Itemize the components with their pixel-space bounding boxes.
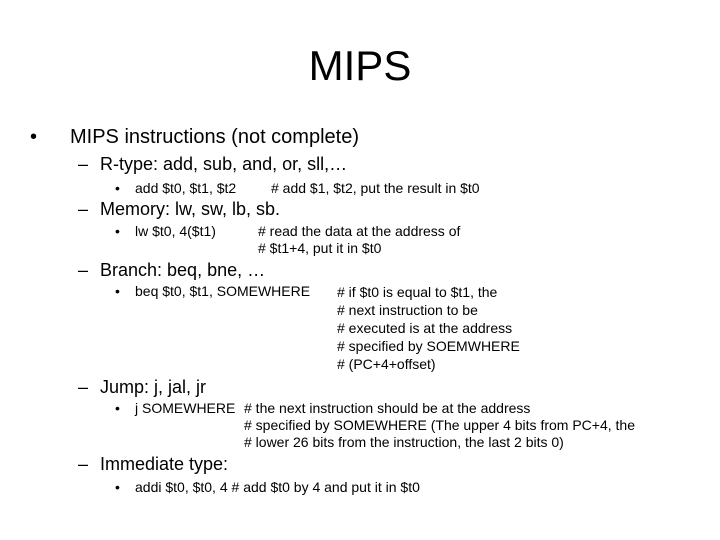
intro-item	[30, 126, 359, 149]
jump-heading-text: Jump: j, jal, jr	[100, 377, 207, 397]
branch-comment	[337, 283, 520, 373]
memory-comment	[258, 223, 460, 257]
memory-heading	[78, 199, 280, 220]
jump-comment-line: # specified by SOMEWHERE (The upper 4 bits from PC+4, the	[244, 417, 635, 433]
rtype-heading-text: R-type: add, sub, and, or, sll,…	[100, 154, 348, 174]
memory-example-text: lw $t0, 4($t1)	[135, 223, 216, 239]
bullet: •	[115, 400, 120, 416]
immediate-heading-text: Immediate type:	[100, 454, 229, 474]
bullet: •	[30, 126, 38, 148]
jump-comment-line: # the next instruction should be at the address	[244, 400, 531, 416]
branch-comment-line: # (PC+4+offset)	[337, 356, 436, 372]
rtype-example	[115, 180, 236, 196]
intro-text: MIPS instructions (not complete)	[70, 126, 359, 148]
jump-heading	[78, 377, 206, 398]
bullet: •	[115, 283, 120, 299]
immediate-example	[115, 479, 420, 495]
jump-comment	[244, 400, 635, 451]
branch-comment-line: # specified by SOEMWHERE	[337, 338, 520, 354]
memory-example	[115, 223, 216, 239]
rtype-example-text: add $t0, $t1, $t2	[135, 180, 237, 196]
rtype-comment: # add $1, $t2, put the result in $t0	[271, 180, 480, 196]
memory-comment-line: # $t1+4, put it in $t0	[258, 240, 382, 256]
dash: –	[78, 377, 89, 397]
branch-heading-text: Branch: beq, bne, …	[100, 260, 266, 280]
jump-example-text: j SOMEWHERE	[135, 400, 236, 416]
branch-comment-line: # executed is at the address	[337, 320, 513, 336]
memory-heading-text: Memory: lw, sw, lb, sb.	[100, 199, 281, 219]
branch-comment-line: # next instruction to be	[337, 302, 478, 318]
memory-comment-line: # read the data at the address of	[258, 223, 461, 239]
bullet: •	[115, 479, 120, 495]
bullet: •	[115, 223, 120, 239]
branch-example-text: beq $t0, $t1, SOMEWHERE	[135, 283, 311, 299]
slide-title: MIPS	[308, 42, 412, 89]
dash: –	[78, 260, 89, 280]
dash: –	[78, 454, 89, 474]
dash: –	[78, 154, 89, 174]
jump-example	[115, 400, 235, 416]
bullet: •	[115, 180, 120, 196]
branch-comment-line: # if $t0 is equal to $t1, the	[337, 284, 498, 300]
dash: –	[78, 199, 89, 219]
jump-comment-line: # lower 26 bits from the instruction, the last 2 bits 0)	[244, 434, 564, 450]
branch-example	[115, 283, 310, 299]
immediate-example-text: addi $t0, $t0, 4 # add $t0 by 4 and put it in $t0	[135, 479, 420, 495]
rtype-heading	[78, 154, 347, 175]
branch-heading	[78, 260, 265, 281]
immediate-heading	[78, 454, 228, 475]
